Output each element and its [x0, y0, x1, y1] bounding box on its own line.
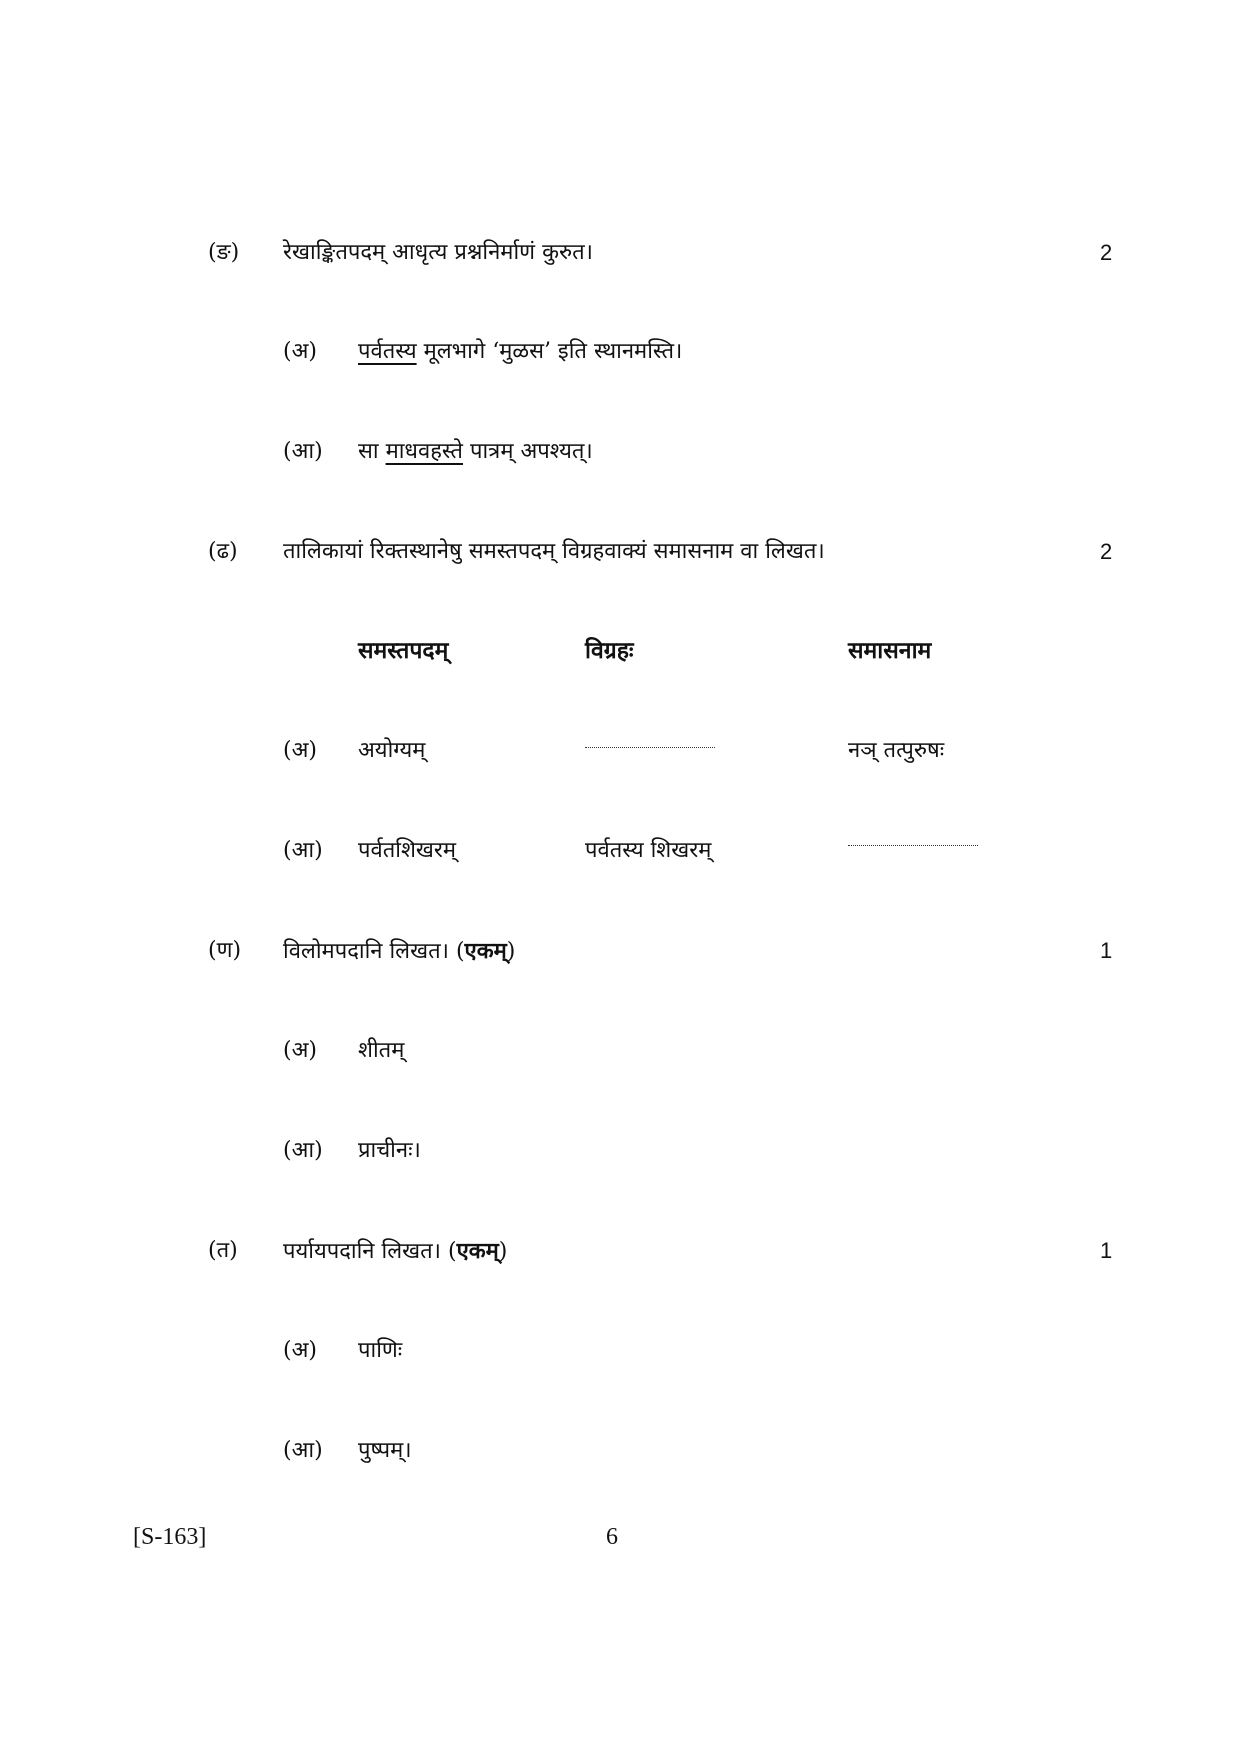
- item-number: (अ): [283, 339, 317, 364]
- underlined-word: माधवहस्ते: [385, 439, 463, 464]
- table-cell: पर्वतशिखरम्: [358, 838, 457, 863]
- question-marks: 1: [1100, 938, 1113, 963]
- table-header: विग्रहः: [585, 637, 634, 664]
- question-marks: 2: [1100, 240, 1113, 265]
- question-text: विलोमपदानि लिखत। (एकम्): [283, 938, 516, 964]
- table-cell: नञ् तत्पुरुषः: [848, 738, 945, 763]
- question-number: (ङ): [208, 240, 240, 265]
- item-text: पाणिः: [358, 1338, 403, 1363]
- table-cell: पर्वतस्य शिखरम्: [585, 838, 712, 863]
- question-marks: 1: [1100, 1238, 1113, 1263]
- page-number: 6: [606, 1524, 618, 1550]
- question-number: (ण): [208, 938, 242, 963]
- item-number: (आ): [283, 1438, 323, 1463]
- blank-line: [585, 747, 715, 748]
- question-number: (त): [208, 1238, 238, 1263]
- item-text: शीतम्: [358, 1038, 405, 1063]
- item-text: पुष्पम्।: [358, 1438, 412, 1463]
- item-text: प्राचीनः।: [358, 1138, 421, 1163]
- blank-line: [848, 845, 978, 846]
- item-number: (अ): [283, 1338, 317, 1363]
- table-row-number: (आ): [283, 838, 323, 863]
- question-text: तालिकायां रिक्तस्थानेषु समस्तपदम् विग्रहवाक्यं समासनाम वा लिखत।: [283, 539, 825, 564]
- item-text: सा माधवहस्ते पात्रम् अपश्यत्।: [358, 439, 593, 464]
- table-header: समासनाम: [848, 637, 932, 664]
- paper-code: [S-163]: [133, 1524, 207, 1550]
- item-number: (अ): [283, 1038, 317, 1063]
- item-number: (आ): [283, 1138, 323, 1163]
- question-marks: 2: [1100, 539, 1113, 564]
- table-row-number: (अ): [283, 738, 317, 763]
- question-text: पर्यायपदानि लिखत। (एकम्): [283, 1238, 508, 1264]
- table-header: समस्तपदम्: [358, 637, 449, 664]
- item-text: पर्वतस्य मूलभागे ‘मुळस’ इति स्थानमस्ति।: [358, 339, 683, 364]
- item-number: (आ): [283, 439, 323, 464]
- table-cell: अयोग्यम्: [358, 738, 426, 763]
- underlined-word: पर्वतस्य: [358, 339, 417, 364]
- question-text: रेखाङ्कितपदम् आधृत्य प्रश्ननिर्माणं कुरुत।: [283, 240, 593, 265]
- question-number: (ढ): [208, 539, 238, 564]
